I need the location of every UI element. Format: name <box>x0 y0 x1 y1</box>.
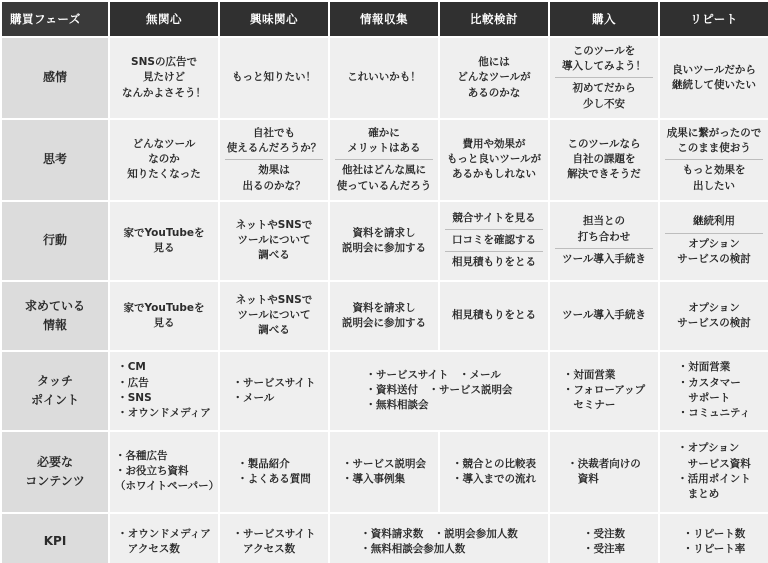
contents-5-list <box>567 457 641 487</box>
cell-kodo-3: 資料を請求し 説明会に参加する <box>330 202 438 280</box>
cell-shiko-3-b: 他社はどんな風に 使っているんだろう <box>335 159 433 196</box>
header-stage-repeat: リピート <box>660 2 768 36</box>
list-item: ・活用ポイント <box>677 472 751 485</box>
cell-touch-6 <box>660 352 768 430</box>
contents-6-list <box>677 441 751 502</box>
list-item: （ホワイトペーパー） <box>115 480 220 493</box>
list-item: ・コミュニティ <box>677 406 751 419</box>
cell-kanjo-3: これいいかも！ <box>330 38 438 118</box>
cell-kpi-2 <box>220 514 328 563</box>
list-item: ・対面営業 <box>677 361 731 374</box>
list-item: ・対面営業 <box>562 368 616 381</box>
list-item: ・資料請求数 ・説明会参加人数 <box>360 527 518 540</box>
kpi-1-list <box>117 527 211 557</box>
cell-kodo-6-b: オプション サービスの検討 <box>665 233 763 270</box>
list-item: ・お役立ち資料 <box>115 465 189 478</box>
list-item: サービス資料 <box>677 457 751 470</box>
cell-kpi-1 <box>110 514 218 563</box>
cell-shiko-5: このツールなら 自社の課題を 解決できそうだ <box>550 120 658 200</box>
cell-motome-1: 家でYouTubeを 見る <box>110 282 218 350</box>
row-kpi <box>2 514 768 563</box>
touch-5-list <box>563 368 645 414</box>
row-label-shiko: 思考 <box>2 120 108 200</box>
list-item: アクセス数 <box>232 542 296 555</box>
touch-1-list <box>117 360 211 421</box>
row-label-kpi: KPI <box>2 514 108 563</box>
row-shiko <box>2 120 768 200</box>
list-item: ・SNS <box>117 391 152 404</box>
cell-kodo-4-a: 競合サイトを見る <box>452 211 536 224</box>
row-label-contents: 必要な コンテンツ <box>2 432 108 512</box>
list-item: ・資料送付 ・サービス説明会 <box>365 384 513 397</box>
contents-4-list <box>452 457 536 487</box>
cell-kodo-6-a: 継続利用 <box>693 215 735 228</box>
cell-kpi-6 <box>660 514 768 563</box>
list-item: ・導入までの流れ <box>452 472 536 485</box>
cell-kanjo-5 <box>550 38 658 118</box>
cell-touch-1 <box>110 352 218 430</box>
header-stage-kyomi: 興味関心 <box>220 2 328 36</box>
list-item: ・オウンドメディア <box>117 527 211 540</box>
list-item: ・製品紹介 <box>237 457 290 470</box>
list-item: セミナー <box>562 399 616 412</box>
list-item: ・競合との比較表 <box>452 457 536 470</box>
list-item: ・無料相談会 <box>365 399 429 412</box>
contents-3-list <box>342 457 426 487</box>
cell-touch-34 <box>330 352 548 430</box>
cell-kanjo-5-b: 初めてだから 少し不安 <box>555 77 653 114</box>
row-label-touch: タッチ ポイント <box>2 352 108 430</box>
list-item: ・サービスサイト <box>232 527 316 540</box>
list-item: ・決裁者向けの <box>567 457 641 470</box>
cell-contents-2 <box>220 432 328 512</box>
cell-shiko-6-a: 成果に繋がったので このまま使おう <box>666 126 762 155</box>
contents-2-list <box>237 457 311 487</box>
list-item: ・よくある質問 <box>237 472 311 485</box>
cell-kodo-5 <box>550 202 658 280</box>
header-stage-joho: 情報収集 <box>330 2 438 36</box>
cell-motome-5: ツール導入手続き <box>550 282 658 350</box>
row-kodo <box>2 202 768 280</box>
kpi-5-list <box>583 527 625 557</box>
cell-shiko-1: どんなツール なのか 知りたくなった <box>110 120 218 200</box>
header-corner: 購買フェーズ <box>2 2 108 36</box>
kpi-34-list <box>360 527 518 557</box>
cell-shiko-6 <box>660 120 768 200</box>
cell-kpi-34 <box>330 514 548 563</box>
row-label-kanjo: 感情 <box>2 38 108 118</box>
list-item: ・フォローアップ <box>562 384 646 397</box>
cell-contents-5 <box>550 432 658 512</box>
cell-contents-4 <box>440 432 548 512</box>
cell-kanjo-1: SNSの広告で 見たけど なんかよさそう！ <box>110 38 218 118</box>
list-item: アクセス数 <box>117 542 180 555</box>
row-label-motome: 求めている 情報 <box>2 282 108 350</box>
cell-kodo-4-c: 相見積もりをとる <box>445 251 543 273</box>
cell-kpi-5 <box>550 514 658 563</box>
list-item: ・サービス説明会 <box>342 457 426 470</box>
cell-kanjo-5-a: このツールを 導入してみよう！ <box>562 45 646 73</box>
cell-touch-2 <box>220 352 328 430</box>
cell-kodo-5-a: 担当との 打ち合わせ <box>577 215 631 243</box>
list-item: ・各種広告 <box>115 449 168 462</box>
cell-motome-4: 相見積もりをとる <box>440 282 548 350</box>
list-item: ・導入事例集 <box>342 472 405 485</box>
cell-shiko-6-b: もっと効果を 出したい <box>665 159 763 196</box>
header-stage-mukanshin: 無関心 <box>110 2 218 36</box>
cell-touch-5 <box>550 352 658 430</box>
row-touch <box>2 352 768 430</box>
cell-kodo-5-b: ツール導入手続き <box>555 248 653 270</box>
header-stage-hikaku: 比較検討 <box>440 2 548 36</box>
cell-kodo-2: ネットやSNSで ツールについて 調べる <box>220 202 328 280</box>
list-item: ・CM <box>117 361 146 374</box>
list-item: ・受注数 <box>583 527 625 540</box>
list-item: ・無料相談会参加人数 <box>360 542 466 555</box>
touch-2-list <box>232 376 315 406</box>
row-motome <box>2 282 768 350</box>
cell-shiko-3 <box>330 120 438 200</box>
cell-contents-3 <box>330 432 438 512</box>
cell-motome-3: 資料を請求し 説明会に参加する <box>330 282 438 350</box>
kpi-2-list <box>232 527 315 557</box>
cell-shiko-2-b: 効果は 出るのかな？ <box>225 159 323 196</box>
list-item: サポート <box>677 391 731 404</box>
cell-shiko-2 <box>220 120 328 200</box>
cell-kodo-6 <box>660 202 768 280</box>
list-item: ・サービスサイト <box>232 376 316 389</box>
cell-motome-2: ネットやSNSで ツールについて 調べる <box>220 282 328 350</box>
cell-shiko-3-a: 確かに メリットはある <box>347 126 421 155</box>
cell-kodo-4 <box>440 202 548 280</box>
cell-contents-1 <box>110 432 218 512</box>
list-item: 資料 <box>567 472 599 485</box>
list-item: ・リピート率 <box>682 542 746 555</box>
cell-kanjo-2: もっと知りたい！ <box>220 38 328 118</box>
cell-kanjo-4: 他には どんなツールが あるのかな <box>440 38 548 118</box>
cell-contents-6 <box>660 432 768 512</box>
header-stage-konyu: 購入 <box>550 2 658 36</box>
contents-1-list <box>115 449 219 495</box>
list-item: ・オウンドメディア <box>117 406 211 419</box>
touch-34-list <box>366 368 513 414</box>
cell-shiko-4: 費用や効果が もっと良いツールが あるかもしれない <box>440 120 548 200</box>
touch-6-list <box>678 360 750 421</box>
row-kanjo <box>2 38 768 118</box>
list-item: ・オプション <box>677 442 740 455</box>
cell-shiko-2-a: 自社でも 使えるんだろうか？ <box>226 126 322 155</box>
list-item: ・受注率 <box>583 542 625 555</box>
list-item: ・メール <box>232 391 275 404</box>
kpi-6-list <box>683 527 746 557</box>
list-item: ・広告 <box>117 376 149 389</box>
header-row <box>2 2 768 36</box>
cell-kodo-1: 家でYouTubeを 見る <box>110 202 218 280</box>
list-item: ・リピート数 <box>682 527 746 540</box>
row-contents <box>2 432 768 512</box>
cell-kanjo-6: 良いツールだから 継続して使いたい <box>660 38 768 118</box>
cell-motome-6: オプション サービスの検討 <box>660 282 768 350</box>
list-item: ・カスタマー <box>677 376 741 389</box>
cell-kodo-4-b: 口コミを確認する <box>445 229 543 251</box>
list-item: ・サービスサイト ・メール <box>365 368 501 381</box>
row-label-kodo: 行動 <box>2 202 108 280</box>
list-item: まとめ <box>677 487 720 500</box>
